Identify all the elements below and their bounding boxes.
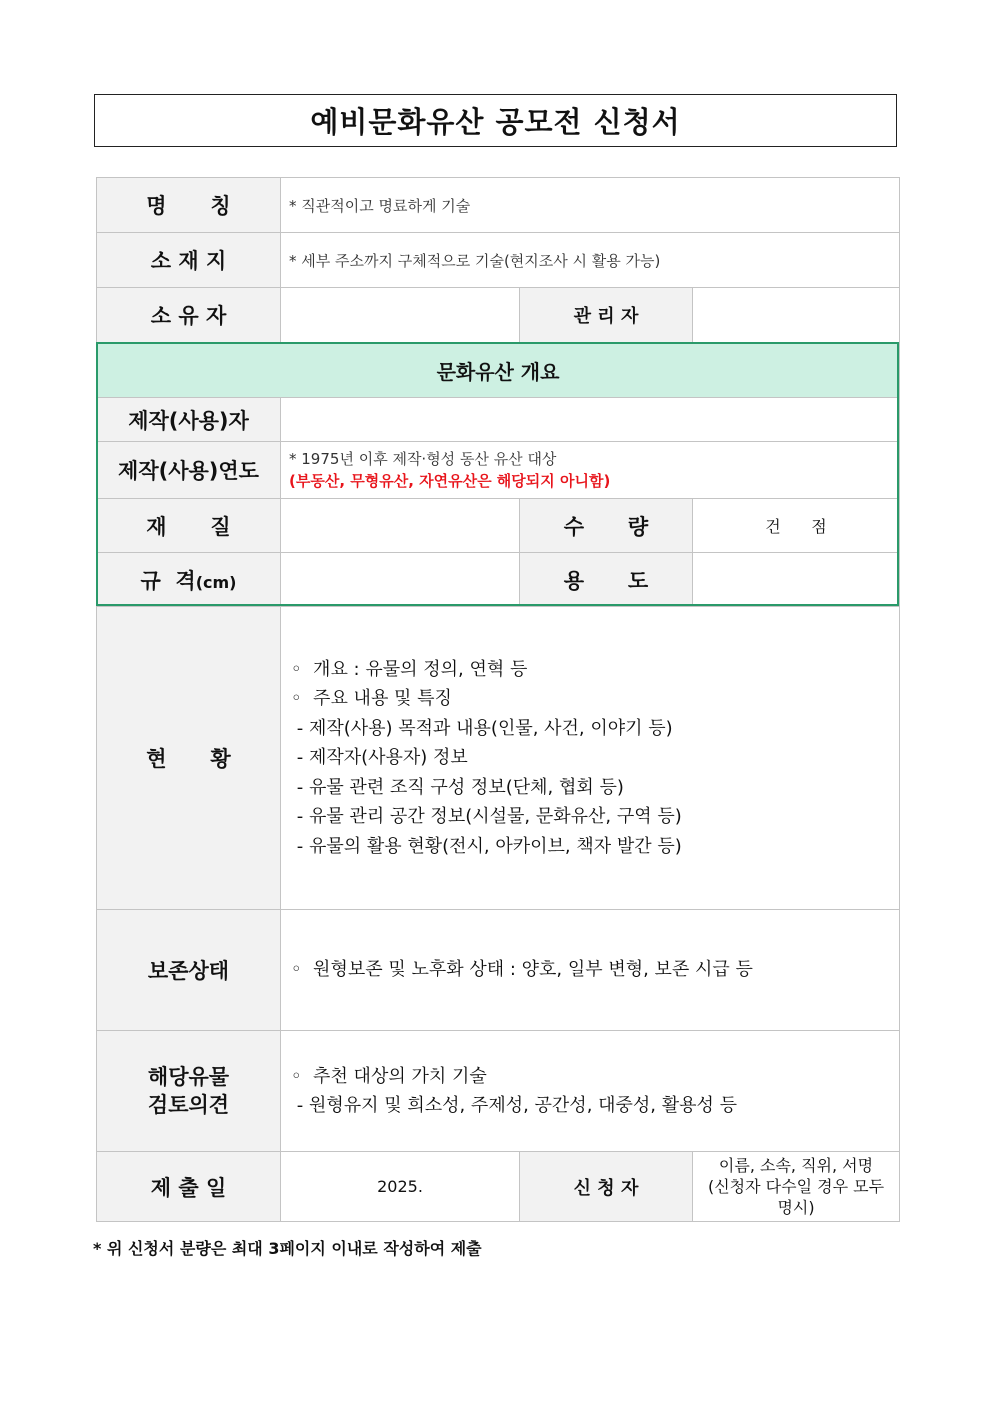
review-label bbox=[97, 1031, 281, 1152]
year-field[interactable] bbox=[281, 442, 900, 499]
guide-line: - 원형유지 및 희소성, 주제성, 공간성, 대중성, 활용성 등 bbox=[291, 1095, 738, 1116]
applicant-field[interactable] bbox=[693, 1152, 900, 1222]
review-label-line2: 검토의견 bbox=[147, 1093, 230, 1117]
owner-label: 소 유 자 bbox=[97, 288, 281, 343]
year-note: * 1975년 이후 제작·형성 동산 유산 대상 bbox=[289, 450, 557, 468]
quantity-unit-text: 건 점 bbox=[765, 517, 827, 536]
review-guide bbox=[281, 1062, 899, 1121]
application-form-table bbox=[96, 177, 900, 1222]
location-note: * 세부 주소까지 구체적으로 기술(현지조사 시 활용 가능) bbox=[289, 251, 661, 270]
guide-line: - 제작(사용) 목적과 내용(인물, 사건, 이야기 등) bbox=[291, 717, 673, 739]
applicant-label: 신 청 자 bbox=[520, 1152, 693, 1222]
name-note: * 직관적이고 명료하게 기술 bbox=[289, 196, 471, 215]
name-field[interactable] bbox=[281, 178, 900, 233]
maker-field[interactable] bbox=[281, 398, 900, 442]
applicant-note-line: 명시) bbox=[777, 1198, 815, 1217]
guide-line: ◦ 원형보존 및 노후화 상태 : 양호, 일부 변형, 보존 시급 등 bbox=[291, 959, 753, 981]
preservation-label: 보존상태 bbox=[97, 910, 281, 1031]
quantity-label: 수 량 bbox=[520, 499, 693, 553]
year-label: 제작(사용)연도 bbox=[97, 442, 281, 499]
material-label: 재 질 bbox=[97, 499, 281, 553]
guide-line: - 유물 관리 공간 정보(시설물, 문화유산, 구역 등) bbox=[291, 806, 682, 828]
location-label: 소 재 지 bbox=[97, 233, 281, 288]
status-label: 현 황 bbox=[97, 607, 281, 910]
review-field[interactable] bbox=[281, 1031, 900, 1152]
year-warning: (부동산, 무형유산, 자연유산은 해당되지 아니함) bbox=[289, 472, 611, 490]
overview-section-header: 문화유산 개요 bbox=[97, 343, 900, 398]
quantity-field[interactable] bbox=[693, 499, 900, 553]
guide-line: ◦ 주요 내용 및 특징 bbox=[291, 688, 452, 710]
size-label: 규 격(cm) bbox=[97, 553, 281, 607]
status-guide bbox=[281, 655, 899, 862]
guide-line: - 유물 관련 조직 구성 정보(단체, 협회 등) bbox=[291, 776, 624, 798]
submission-date-label: 제 출 일 bbox=[97, 1152, 281, 1222]
review-label-line1: 해당유물 bbox=[147, 1065, 230, 1089]
usage-label: 용 도 bbox=[520, 553, 693, 607]
applicant-note-line: 이름, 소속, 직위, 서명 bbox=[718, 1156, 874, 1175]
owner-field[interactable] bbox=[281, 288, 520, 343]
size-field[interactable] bbox=[281, 553, 520, 607]
page-length-footnote: * 위 신청서 분량은 최대 3페이지 이내로 작성하여 제출 bbox=[93, 1239, 482, 1258]
material-field[interactable] bbox=[281, 499, 520, 553]
name-label: 명 칭 bbox=[97, 178, 281, 233]
maker-label: 제작(사용)자 bbox=[97, 398, 281, 442]
applicant-note-line: (신청자 다수일 경우 모두 bbox=[707, 1177, 885, 1196]
submission-date-value: 2025. bbox=[377, 1177, 423, 1196]
preservation-field[interactable] bbox=[281, 910, 900, 1031]
form-title: 예비문화유산 공모전 신청서 bbox=[94, 94, 897, 147]
location-field[interactable] bbox=[281, 233, 900, 288]
guide-line: - 제작자(사용자) 정보 bbox=[291, 747, 468, 769]
size-unit: (cm) bbox=[195, 572, 237, 592]
guide-line: ◦ 추천 대상의 가치 기술 bbox=[291, 1065, 487, 1087]
usage-field[interactable] bbox=[693, 553, 900, 607]
guide-line: - 유물의 활용 현황(전시, 아카이브, 책자 발간 등) bbox=[291, 835, 682, 857]
preservation-guide bbox=[281, 955, 899, 985]
manager-label: 관 리 자 bbox=[520, 288, 693, 343]
manager-field[interactable] bbox=[693, 288, 900, 343]
guide-line: ◦ 개요 : 유물의 정의, 연혁 등 bbox=[291, 658, 528, 680]
status-field[interactable] bbox=[281, 607, 900, 910]
submission-date-field[interactable] bbox=[281, 1152, 520, 1222]
